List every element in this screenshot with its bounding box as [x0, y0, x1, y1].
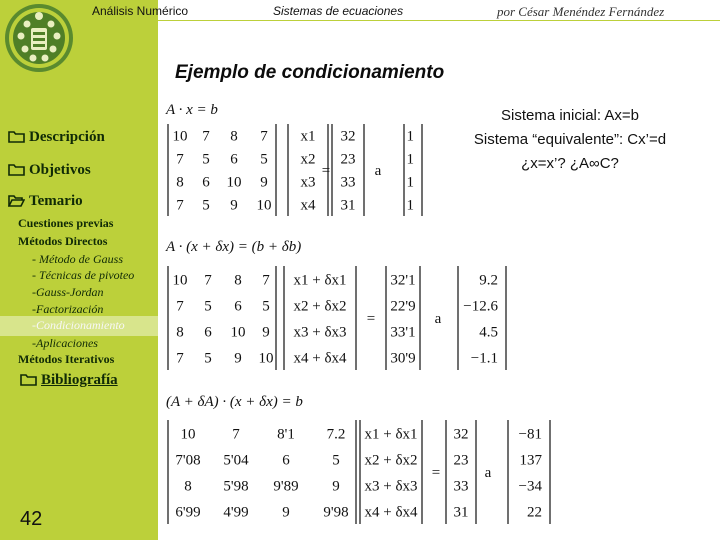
matrix-cell: 7	[202, 128, 210, 145]
matrix-cell: 5	[202, 151, 210, 168]
solution-entry: 1	[406, 197, 414, 214]
matrix-cell: 7	[176, 197, 184, 214]
sidebar-subitem-factorizacion[interactable]: -Factorización	[32, 302, 104, 316]
equals-sign: =	[321, 163, 331, 179]
rhs-entry: 32'1	[390, 272, 416, 289]
matrix-cell: 10	[256, 197, 272, 214]
matrix-cell: 7'08	[175, 452, 201, 469]
a-glyph: a	[434, 311, 442, 327]
slide-title: Ejemplo de condicionamiento	[175, 62, 445, 83]
matrix-cell: 4'99	[223, 504, 249, 521]
equation-systems	[160, 98, 720, 538]
solution-entry: −12.6	[463, 298, 498, 315]
solution-entry: −1.1	[470, 350, 498, 367]
solution-entry: −81	[518, 426, 542, 443]
unknown-entry: x2	[300, 151, 316, 168]
unknown-entry: x4 + δx4	[293, 350, 347, 367]
sidebar-item-objetivos[interactable]	[8, 162, 91, 181]
unknown-entry: x3	[300, 174, 316, 191]
sidebar-subitem-gauss[interactable]: - Método de Gauss	[32, 252, 123, 266]
rhs-entry: 31	[340, 197, 356, 214]
matrix-cell: 9	[332, 478, 340, 495]
matrix-cell: 5	[202, 197, 210, 214]
matrix-cell: 7	[204, 272, 212, 289]
matrix-cell: 10	[180, 426, 196, 443]
sidebar-item-temario[interactable]	[8, 193, 83, 212]
matrix-cell: 5'04	[223, 452, 249, 469]
a-glyph: a	[374, 163, 382, 179]
open-folder-icon	[8, 194, 25, 212]
rhs-entry: 30'9	[390, 350, 416, 367]
university-logo	[3, 2, 75, 74]
system3	[168, 420, 550, 524]
matrix-cell: 5	[260, 151, 268, 168]
sidebar-section-cuestiones[interactable]: Cuestiones previas	[18, 216, 114, 230]
unknown-entry: x3 + δx3	[293, 324, 347, 341]
page-number: 42	[20, 508, 43, 530]
matrix-cell: 6	[282, 452, 290, 469]
matrix-cell: 5	[332, 452, 340, 469]
solution-entry: −34	[518, 478, 542, 495]
folder-icon	[8, 130, 25, 148]
unknown-entry: x2 + δx2	[293, 298, 347, 315]
matrix-cell: 6	[202, 174, 210, 191]
matrix-cell: 6	[230, 151, 238, 168]
unknown-entry: x1 + δx1	[364, 426, 418, 443]
solution-entry: 1	[406, 174, 414, 191]
matrix-cell: 6	[204, 324, 212, 341]
unknown-entry: x4	[300, 197, 316, 214]
sidebar-section-directos[interactable]: Métodos Directos	[18, 234, 108, 248]
sidebar-item-label: Objetivos	[29, 162, 91, 178]
matrix-cell: 6	[234, 298, 242, 315]
header-topic: Sistemas de ecuaciones	[273, 4, 404, 18]
sidebar-item-label: Descripción	[29, 129, 105, 145]
system2	[168, 266, 506, 370]
sidebar-item-bibliografia[interactable]	[20, 372, 118, 391]
sidebar-section-iterativos[interactable]: Métodos Iterativos	[18, 352, 115, 366]
matrix-cell: 8'1	[277, 426, 295, 443]
system2-label: A · (x + δx) = (b + δb)	[166, 239, 302, 255]
rhs-entry: 33	[453, 478, 469, 495]
rhs-entry: 22'9	[390, 298, 416, 315]
note-equivalent-system: Sistema “equivalente”: Cx’=d	[473, 131, 667, 148]
sidebar-subitem-pivoteo[interactable]: - Técnicas de pivoteo	[32, 268, 135, 282]
matrix-cell: 7	[176, 298, 184, 315]
matrix-cell: 10	[226, 174, 242, 191]
matrix-cell: 7	[232, 426, 240, 443]
sidebar-active-highlight	[0, 316, 158, 336]
matrix-cell: 9	[260, 174, 268, 191]
rhs-entry: 23	[453, 452, 469, 469]
sidebar-item-label: Bibliografía	[41, 372, 118, 388]
header-author: por César Menéndez Fernández	[497, 4, 665, 19]
rhs-entry: 33'1	[390, 324, 416, 341]
unknown-entry: x1 + δx1	[293, 272, 347, 289]
note-question: ¿x=x’? ¿A∞C?	[521, 155, 619, 172]
matrix-cell: 8	[184, 478, 192, 495]
matrix-cell: 7.2	[326, 426, 346, 443]
rhs-entry: 31	[453, 504, 469, 521]
matrix-cell: 7	[260, 128, 268, 145]
matrix-cell: 9	[262, 324, 270, 341]
matrix-cell: 7	[176, 350, 184, 367]
matrix-cell: 5	[262, 298, 270, 315]
unknown-entry: x4 + δx4	[364, 504, 418, 521]
matrix-cell: 5	[204, 350, 212, 367]
matrix-cell: 8	[234, 272, 242, 289]
a-glyph: a	[484, 465, 492, 481]
note-initial-system: Sistema inicial: Ax=b	[501, 107, 639, 124]
system3-label: (A + δA) · (x + δx) = b	[166, 394, 303, 410]
solution-entry: 22	[527, 504, 542, 521]
solution-entry: 137	[519, 452, 542, 469]
rhs-entry: 33	[340, 174, 356, 191]
sidebar-item-label: Temario	[29, 193, 83, 209]
rhs-entry: 32	[453, 426, 469, 443]
folder-icon	[20, 373, 37, 391]
header-course: Análisis Numérico	[92, 4, 189, 18]
system1-label: A · x = b	[166, 102, 218, 118]
matrix-cell: 6'99	[175, 504, 201, 521]
matrix-cell: 10	[172, 128, 188, 145]
sidebar-subitem-aplicaciones[interactable]: -Aplicaciones	[32, 336, 98, 350]
sidebar-subitem-condicionamiento[interactable]: -Condicionamiento	[32, 318, 125, 332]
unknown-entry: x2 + δx2	[364, 452, 418, 469]
rhs-entry: 32	[340, 128, 356, 145]
header-divider	[88, 20, 720, 21]
sidebar-item-descripcion[interactable]	[8, 129, 105, 148]
matrix-cell: 9	[234, 350, 242, 367]
solution-entry: 4.5	[479, 324, 498, 341]
matrix-cell: 9'89	[273, 478, 299, 495]
matrix-cell: 9	[282, 504, 290, 521]
unknown-entry: x1	[300, 128, 316, 145]
matrix-cell: 10	[230, 324, 246, 341]
solution-entry: 9.2	[479, 272, 498, 289]
matrix-cell: 8	[230, 128, 238, 145]
matrix-cell: 9'98	[323, 504, 349, 521]
rhs-entry: 23	[340, 151, 356, 168]
matrix-cell: 8	[176, 324, 184, 341]
system1	[168, 124, 422, 216]
matrix-cell: 7	[262, 272, 270, 289]
matrix-cell: 5	[204, 298, 212, 315]
matrix-cell: 8	[176, 174, 184, 191]
equals-sign: =	[431, 465, 441, 481]
matrix-cell: 10	[172, 272, 188, 289]
solution-entry: 1	[406, 151, 414, 168]
solution-entry: 1	[406, 128, 414, 145]
matrix-cell: 7	[176, 151, 184, 168]
sidebar-subitem-gauss-jordan[interactable]: -Gauss-Jordan	[32, 285, 104, 299]
matrix-cell: 10	[258, 350, 274, 367]
matrix-cell: 9	[230, 197, 238, 214]
unknown-entry: x3 + δx3	[364, 478, 418, 495]
folder-icon	[8, 163, 25, 181]
matrix-cell: 5'98	[223, 478, 249, 495]
equals-sign: =	[366, 311, 376, 327]
